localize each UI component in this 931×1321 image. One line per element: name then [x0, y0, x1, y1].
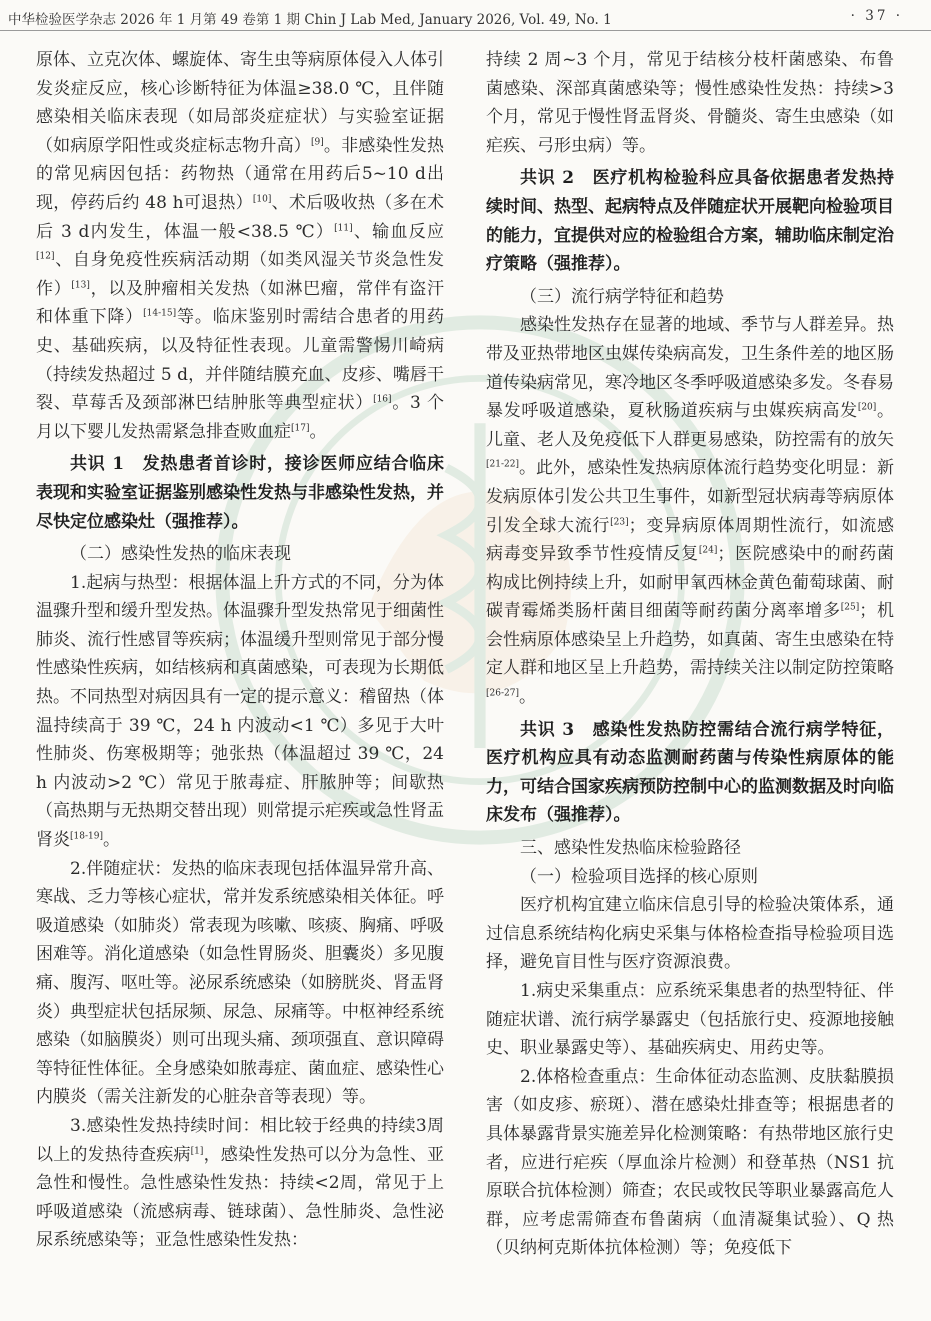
citation-ref: [21-22] — [486, 459, 519, 470]
citation-ref: [9] — [310, 137, 324, 148]
consensus-statement-3: 共识 3 感染性发热防控需结合流行病学特征，医疗机构应具有动态监测耐药菌与传染性病原体的能力，可结合国家疾病预防控制中心的监测数据及时向临床发布（强推荐）。 — [486, 719, 894, 826]
citation-ref: [24] — [698, 545, 718, 556]
citation-ref: [13] — [71, 280, 90, 291]
citation-ref: [1] — [190, 1145, 204, 1156]
right-column — [486, 46, 894, 1263]
paragraph: 2.体格检查重点：生命体征动态监测、皮肤黏膜损害（如皮疹、瘀斑）、潜在感染灶排查等；根据患者的具体暴露背景实施差异化检测策略：有热带地区旅行史者，应进行疟疾（厚血涂片检测）和登革热（NS1 抗原联合抗体检测）筛查；农民或牧民等职业暴露高危人群，应考虑需筛查布鲁菌病（血清凝集试验）、Q 热（贝纳柯克斯体抗体检测）等；免疫低下 — [486, 1066, 894, 1259]
left-column — [36, 46, 444, 1255]
paragraph: 2.伴随症状：发热的临床表现包括体温异常升高、寒战、乏力等核心症状，常并发系统感染相关体征。呼吸道感染（如肺炎）常表现为咳嗽、咳痰、胸痛、呼吸困难等。消化道感染（如急性胃肠炎、胆囊炎）多见腹痛、腹泻、呕吐等。泌尿系统感染（如膀胱炎、肾盂肾炎）典型症状包括尿频、尿急、尿痛等。中枢神经系统感染（如脑膜炎）则可出现头痛、颈项强直、意识障碍等特征性体征。全身感染如脓毒症、菌血症、感染性心内膜炎（需关注新发的心脏杂音等表现）等。 — [36, 858, 444, 1108]
section-heading: （三）流行病学特征和趋势 — [520, 286, 724, 307]
citation-ref: [23] — [610, 516, 629, 527]
section-heading: （二）感染性发热的临床表现 — [70, 544, 291, 565]
paragraph: 1.起病与热型：根据体温上升方式的不同，分为体温骤升型和缓升型发热。体温骤升型发热常见于细菌性肺炎、流行性感冒等疾病；体温缓升型则常见于部分慢性感染性疾病，如结核病和真菌感染，可表现为长期低热。不同热型对病因具有一定的提示意义：稽留热（体温持续高于 39 ℃，24 h 内波动<1 ℃）多见于大叶性肺炎、伤寒极期等；弛张热（体温超过 39 ℃，24 h 内波动>2 ℃）常见于脓毒症、肝脓肿等；间歇热（高热期与无热期交替出现）则常提示疟疾或急性肾盂肾炎[18-19]。 — [36, 572, 444, 851]
journal-citation: 中华检验医学杂志 2026 年 1 月第 49 卷第 1 期 Chin J Lab Med, January 2026, Vol. 49, No. 1 — [8, 12, 612, 28]
citation-ref: [17] — [291, 423, 310, 434]
citation-ref: [12] — [36, 251, 55, 262]
paragraph: 原体、立克次体、螺旋体、寄生虫等病原体侵入人体引发炎症反应，核心诊断特征为体温≥38.0 ℃，且伴随感染相关临床表现（如局部炎症症状）与实验室证据（如病原学阳性或炎症标志物升高）[9]。非感染性发热的常见病因包括：药物热（通常在用药后5~10 d出现，停药后约 48 h可退热）[10]、术后吸收热（多在术后 3 d内发生，体温一般<38.5 ℃）[11]、输血反应[12]、自身免疫性疾病活动期（如类风湿关节炎急性发作）[13]，以及肿瘤相关发热（如淋巴瘤，常伴有盗汗和体重下降）[14-15]等。临床鉴别时需结合患者的用药史、基础疾病，以及特征性表现。儿童需警惕川崎病（持续发热超过 5 d，并伴随结膜充血、皮疹、嘴唇干裂、草莓舌及颈部淋巴结肿胀等典型症状）[16]。3 个月以下婴儿发热需紧急排查败血症[17]。 — [36, 50, 445, 442]
paragraph: 感染性发热存在显著的地域、季节与人群差异。热带及亚热带地区虫媒传染病高发，卫生条件差的地区肠道传染病常见，寒冷地区冬季呼吸道感染多发。冬春易暴发呼吸道感染，夏秋肠道疾病与虫媒疾病高发[20]。儿童、老人及免疫低下人群更易感染，防控需有的放矢[21-22]。此外，感染性发热病原体流行趋势变化明显：新发病原体引发公共卫生事件，如新型冠状病毒等病原体引发全球大流行[23]；变异病原体周期性流行，如流感病毒变异致季节性疫情反复[24]；医院感染中的耐药菌构成比例持续上升，如耐甲氧西林金黄色葡萄球菌、耐碳青霉烯类肠杆菌目细菌等耐药菌分离率增多[25]；机会性病原体感染呈上升趋势，如真菌、寄生虫感染在特定人群和地区呈上升趋势，需持续关注以制定防控策略[26-27]。 — [486, 315, 895, 708]
subsection-heading: （一）检验项目选择的核心原则 — [520, 866, 758, 887]
consensus-statement-2: 共识 2 医疗机构检验科应具备依据患者发热持续时间、热型、起病特点及伴随症状开展靶向检验项目的能力，宜提供对应的检验组合方案，辅助临床制定治疗策略（强推荐）。 — [486, 168, 894, 275]
section-heading: 三、感染性发热临床检验路径 — [520, 838, 741, 859]
citation-ref: [18-19] — [70, 831, 103, 842]
paragraph: 医疗机构宜建立临床信息引导的检验决策体系，通过信息系统结构化病史采集与体格检查指导检验项目选择，避免盲目性与医疗资源浪费。 — [486, 895, 894, 973]
citation-ref: [10] — [252, 194, 272, 205]
citation-ref: [16] — [373, 394, 392, 405]
citation-ref: [26-27] — [486, 688, 519, 699]
citation-ref: [20] — [857, 402, 877, 413]
paragraph: 3.感染性发热持续时间：相比较于经典的持续3周以上的发热待查疾病[1]，感染性发热可以分为急性、亚急性和慢性。急性感染性发热：持续<2周，常见于上呼吸道感染（流感病毒、链球菌）、急性肺炎、急性泌尿系统感染等；亚急性感染性发热： — [36, 1115, 445, 1251]
consensus-statement-1: 共识 1 发热患者首诊时，接诊医师应结合临床表现和实验室证据鉴别感染性发热与非感染性发热，并尽快定位感染灶（强推荐）。 — [36, 454, 444, 532]
citation-ref: [11] — [334, 222, 353, 233]
running-header — [0, 0, 931, 31]
paragraph: 持续 2 周~3 个月，常见于结核分枝杆菌感染、布鲁菌感染、深部真菌感染等；慢性感染性发热：持续>3 个月，常见于慢性肾盂肾炎、骨髓炎、寄生虫感染（如疟疾、弓形虫病）等。 — [486, 50, 894, 156]
citation-ref: [25] — [840, 602, 860, 613]
page-number: · 37 · — [850, 8, 903, 24]
citation-ref: [14-15] — [143, 308, 177, 319]
paragraph: 1.病史采集重点：应系统采集患者的热型特征、伴随症状谱、流行病学暴露史（包括旅行史、疫源地接触史、职业暴露史等）、基础疾病史、用药史等。 — [486, 981, 894, 1059]
